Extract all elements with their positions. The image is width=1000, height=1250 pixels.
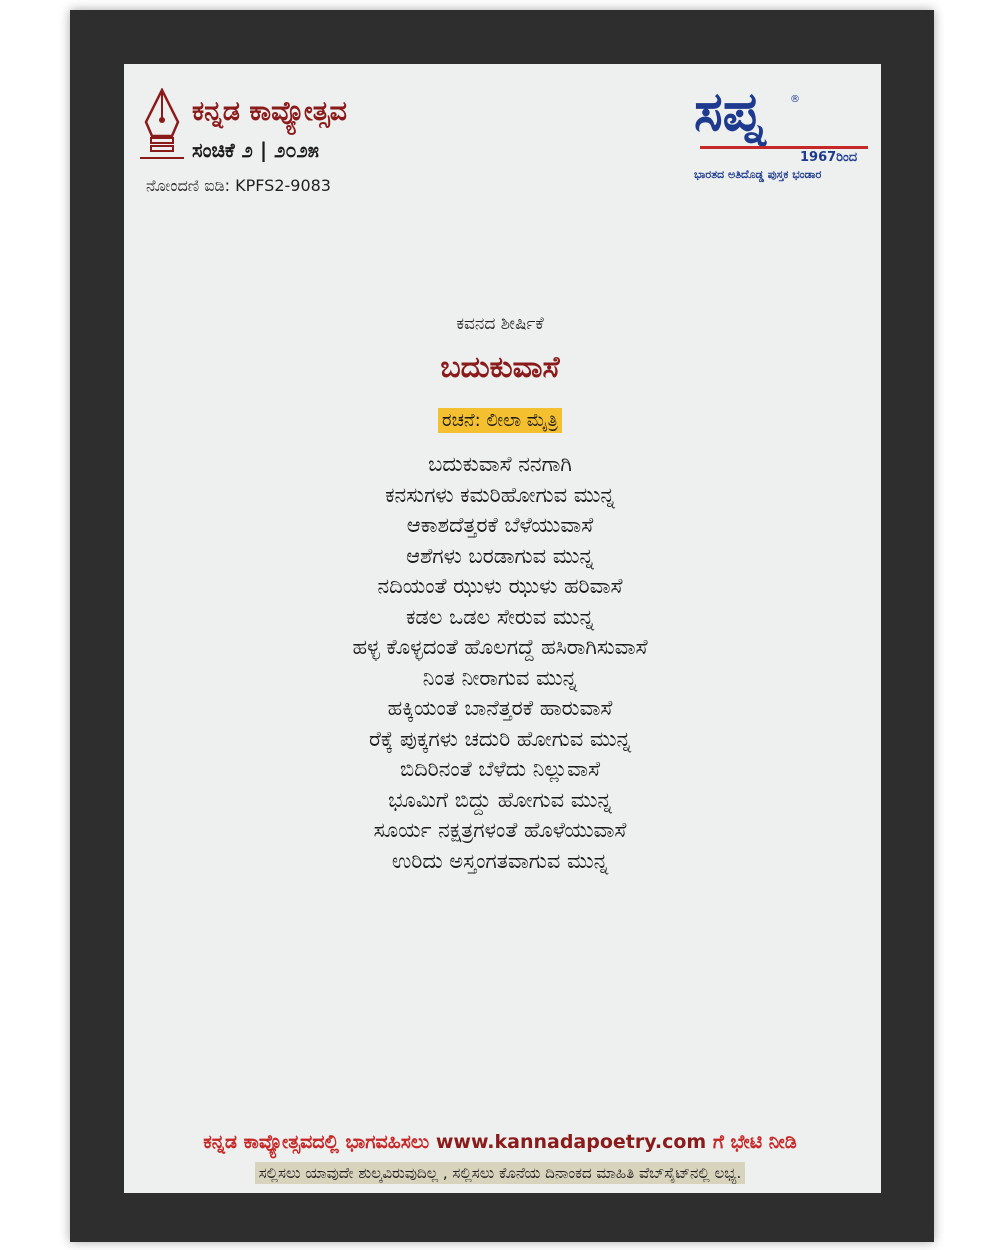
poem-author: ರಚನೆ: ಲೀಲಾ ಮೈತ್ರಿ (438, 408, 562, 433)
logo-since: 1967ರಿಂದ (800, 150, 858, 165)
poem-line: ಹಕ್ಕಿಯಂತೆ ಬಾನೆತ್ತರಕೆ ಹಾರುವಾಸೆ (387, 696, 613, 720)
poem-line: ಬದುಕುವಾಸೆ ನನಗಾಗಿ (428, 452, 572, 476)
registered-mark: ® (790, 94, 800, 105)
logo-underline (700, 146, 868, 149)
issue-number: ಸಂಚಿಕೆ ೨ | ೨೦೨೫ (192, 138, 319, 162)
footer-invite (0, 1131, 1000, 1153)
sapna-logo: ಸಪ್ನ (694, 80, 765, 143)
poem-line: ರೆಕ್ಕೆ ಪುಕ್ಕಗಳು ಚದುರಿ ಹೋಗುವ ಮುನ್ನ (368, 726, 632, 751)
footer-invite-text: ಕನ್ನಡ ಕಾವ್ಯೋತ್ಸವದಲ್ಲಿ ಭಾಗವಹಿಸಲು (203, 1131, 430, 1153)
poem-line: ಕನಸುಗಳು ಕಮರಿಹೋಗುವ ಮುನ್ನ (385, 482, 615, 507)
poem-line: ಆಶೆಗಳು ಬರಡಾಗುವ ಮುನ್ನ (406, 543, 594, 568)
poem-line: ಸೂರ್ಯ ನಕ್ಷತ್ರಗಳಂತೆ ಹೊಳೆಯುವಾಸೆ (373, 818, 627, 842)
poem-line: ನದಿಯಂತೆ ಝುಳು ಝುಳು ಹರಿವಾಸೆ (377, 574, 623, 598)
poem-label: ಕವನದ ಶೀರ್ಷಿಕೆ (456, 314, 544, 334)
poem-line: ಬಿದಿರಿನಂತೆ ಬೆಳೆದು ನಿಲ್ಲುವಾಸೆ (399, 757, 601, 781)
registration-id: ನೋಂದಣಿ ಐಡಿ: KPFS2-9083 (146, 176, 331, 195)
poem-title: ಬದುಕುವಾಸೆ (440, 350, 560, 385)
poem-line: ಆಕಾಶದೆತ್ತರಕೆ ಬೆಳೆಯುವಾಸೆ (406, 513, 594, 537)
footer-note: ಸಲ್ಲಿಸಲು ಯಾವುದೇ ಶುಲ್ಕವಿರುವುದಿಲ್ಲ , ಸಲ್ಲಿಸಲು ಕೊನೆಯ ದಿನಾಂಕದ ಮಾಹಿತಿ ವೆಬ್‌ಸೈಟ್‌ನಲ್ಲಿ ಲಭ್ಯ. (255, 1162, 746, 1184)
poem-line: ನಿಂತ ನೀರಾಗುವ ಮುನ್ನ (422, 665, 578, 690)
poem-line: ಕಡಲ ಒಡಲ ಸೇರುವ ಮುನ್ನ (405, 604, 595, 629)
logo-tagline: ಭಾರತದ ಅತಿದೊಡ್ಡ ಪುಸ್ತಕ ಭಂಡಾರ (694, 168, 822, 181)
footer-invite-suffix: ಗೆ ಭೇಟಿ ನೀಡಿ (712, 1131, 797, 1153)
poem-body (0, 449, 1000, 876)
fountain-pen-nib-icon (138, 88, 186, 164)
poem-line: ಹಳ್ಳ ಕೊಳ್ಳದಂತೆ ಹೊಲಗದ್ದೆ ಹಸಿರಾಗಿಸುವಾಸೆ (352, 635, 648, 659)
brand-title: ಕನ್ನಡ ಕಾವ್ಯೋತ್ಸವ (192, 96, 348, 127)
poem-line: ಉರಿದು ಅಸ್ತಂಗತವಾಗುವ ಮುನ್ನ (391, 848, 609, 873)
poem-line: ಭೂಮಿಗೆ ಬಿದ್ದು ಹೋಗುವ ಮುನ್ನ (388, 787, 612, 812)
website-link[interactable]: www.kannadapoetry.com (435, 1131, 707, 1153)
